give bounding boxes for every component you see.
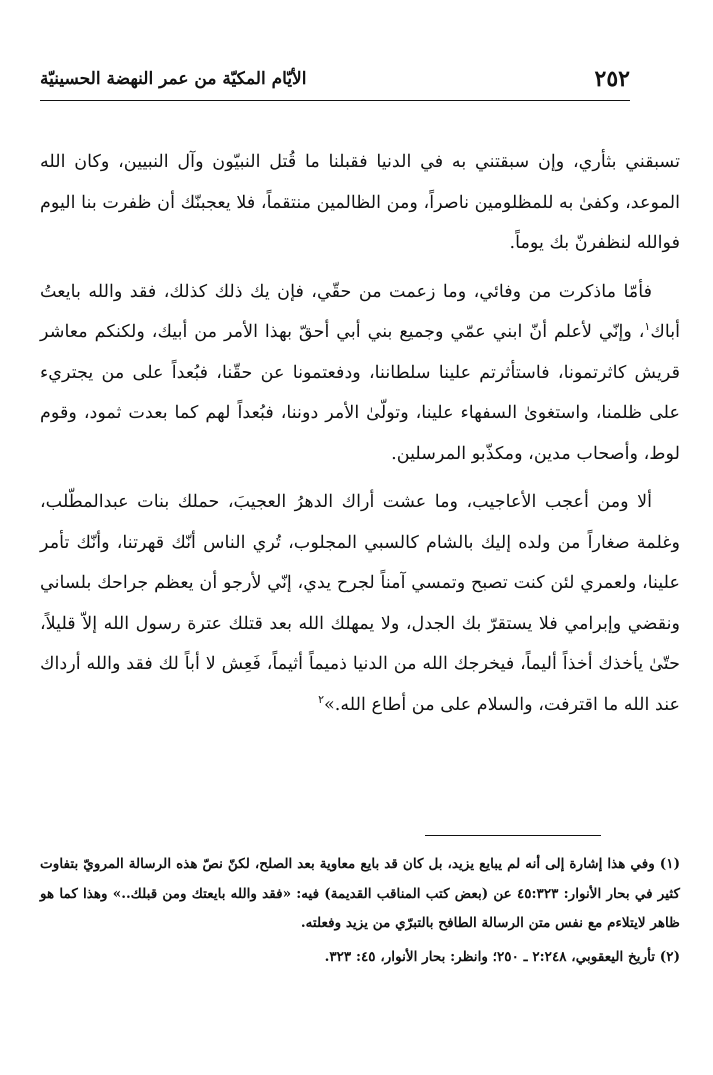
footnote-marker-2[interactable]: ٢	[318, 692, 324, 706]
paragraph-2	[40, 272, 680, 475]
paragraph-3-text: ألا ومن أعجب الأعاجيب، وما عشت أراك الدهرُ العجيبَ، حملك بنات عبدالمطّلب، وغلمة صغاراً من ولده إليك بالشام كالسبي المجلوب، تُري الناس أنّك قهرتنا، وأنّك تأمر علينا، ولعمري لئن كنت تصبح وتمسي آمناً لجرح يدي، إنّي لأرجو أن يعظم جراحك بلساني ونقضي وإبرامي فلا يستقرّ بك الجدل، ولا يمهلك الله بعد قتلك عترة رسول الله إلاّ قليلاً، حتّىٰ يأخذك أخذاً أليماً، فيخرجك الله من الدنيا ذميماً أثيماً، فَعِش لا أباً لك فقد والله أرداك عند الله ما اقترفت، والسلام على من أطاع الله.»	[40, 492, 680, 715]
paragraph-2-text-a: فأمّا ماذكرت من وفائي، وما زعمت من حقّي، فإن يك ذلك كذلك، فقد والله بايعتُ أباك	[40, 281, 680, 342]
paragraph-3	[40, 482, 680, 725]
paragraph-2-text-b: ، وإنّي لأعلم أنّ ابني عمّي وجميع بني أبي أحقّ بهذا الأمر من أبيك، ولكنكم معاشر قريش كاثرتمونا، فاستأثرتم علينا سلطاننا، ودفعتمونا عن حقّنا، فبُعداً على من يجتريء على ظلمنا، واستغوىٰ السفهاء علينا، وتولّىٰ الأمر دوننا، فبُعداً لهم كما بعدت ثمود، وقوم لوط، وأصحاب مدين، ومكذّبو المرسلين.	[40, 322, 680, 464]
page-number: ٢٥٢	[594, 66, 630, 92]
footnote-marker-1[interactable]: ١	[644, 320, 651, 334]
page-header	[40, 66, 630, 101]
footnote-1: (١) وفي هذا إشارة إلى أنه لم يبايع يزيد، بل كان قد بايع معاوية بعد الصلح، لكنّ نصّ هذه الرسالة المرويّ بتفاوت كثير في بحار الأنوار: ٤٥:٣٢٣ عن (بعض كتب المناقب القديمة) فيه: «فقد والله بايعتك ومن قبلك..» وهذا كما هو ظاهر لايتلاءم مع نفس متن الرسالة الطافح بالتبرّي من يزيد وفعلته.	[40, 856, 680, 931]
running-title: الأيّام المكيّة من عمر النهضة الحسينيّة	[40, 69, 307, 89]
body-text	[40, 142, 680, 733]
paragraph-1: تسبقني بثأري، وإن سبقتني به في الدنيا فقبلنا ما قُتل النبيّون وآل النبيين، وكان الله الموعد، وكفىٰ به للمظلومين ناصراً، ومن الظالمين منتقماً، فلا يعجبنّك أن ظفرت بنا اليوم فوالله لنظفرنّ بك يوماً.	[40, 152, 680, 253]
footnote-2: (٢) تأريخ اليعقوبي، ٢:٢٤٨ ـ ٢٥٠؛ وانظر: بحار الأنوار، ٤٥: ٣٢٣.	[324, 948, 680, 965]
footnotes	[40, 850, 680, 976]
footnote-divider	[425, 835, 601, 836]
